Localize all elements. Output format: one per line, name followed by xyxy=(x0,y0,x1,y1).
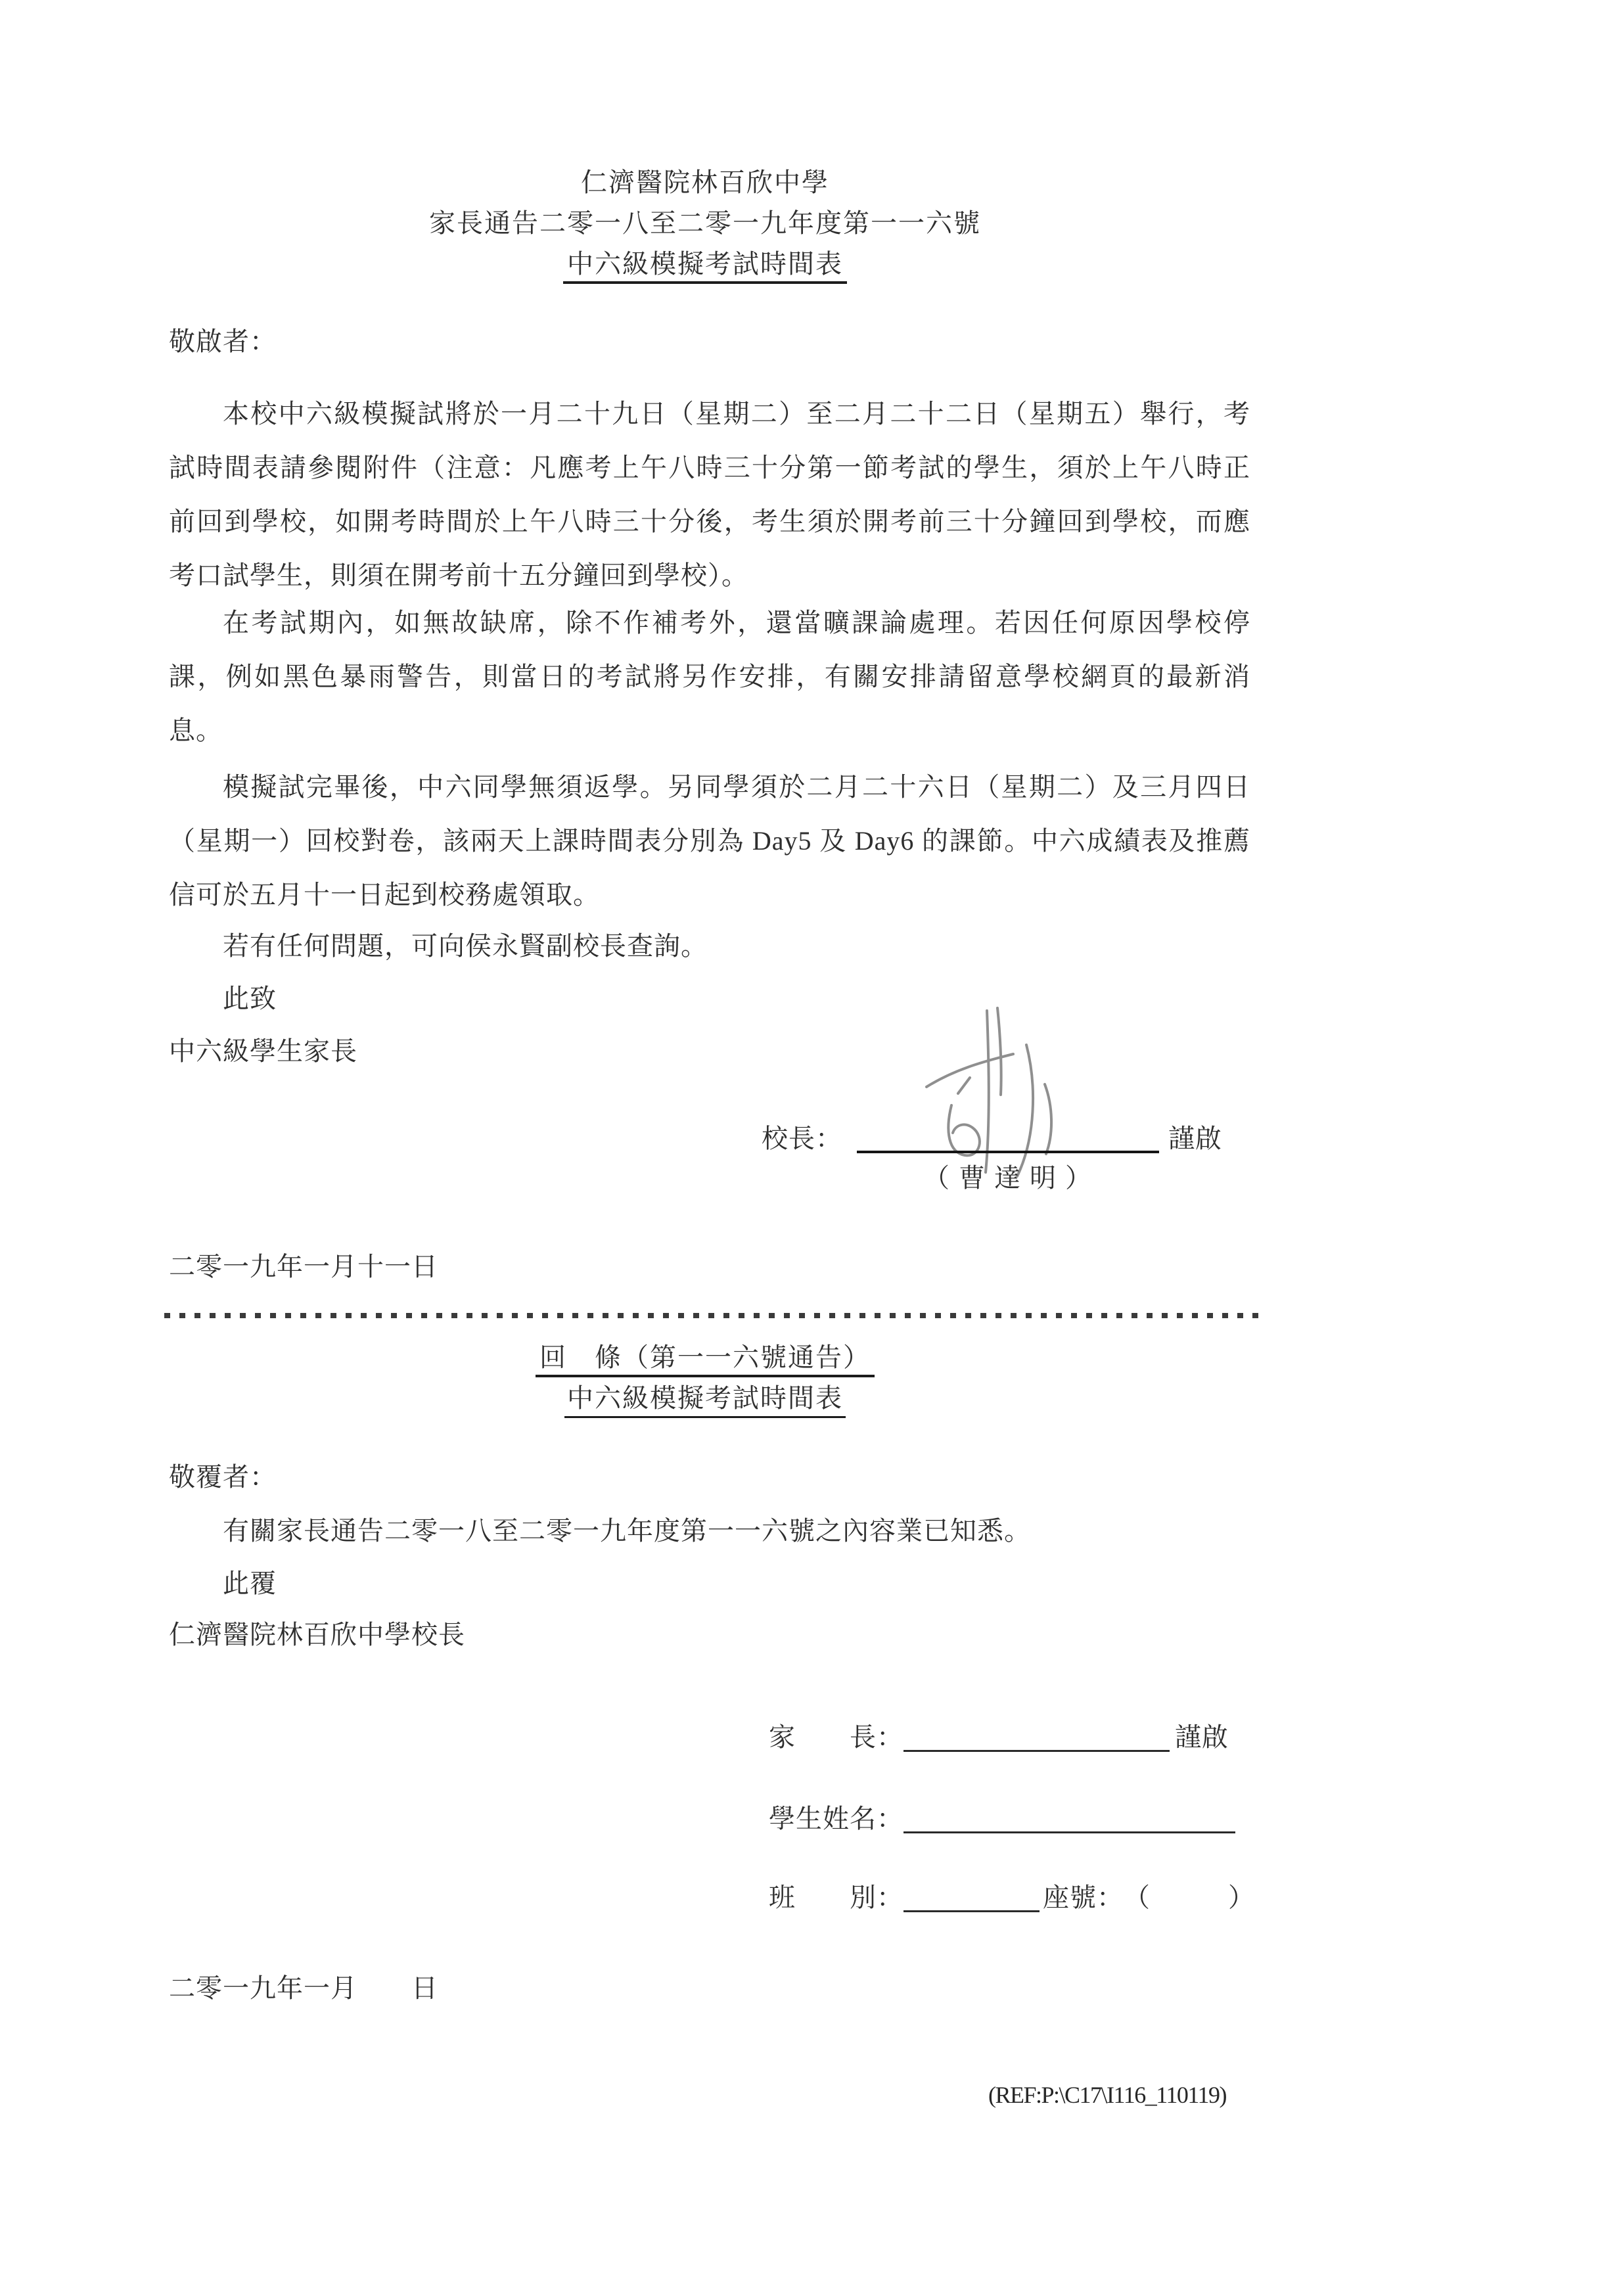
tear-off-divider xyxy=(164,1313,1258,1318)
addressee: 中六級學生家長 xyxy=(169,1036,357,1066)
school-name: 仁濟醫院林百欣中學 xyxy=(581,168,829,197)
principal-signature-row xyxy=(762,1123,1222,1153)
body-paragraph-2 xyxy=(169,596,1250,758)
paragraph-line: 息。 xyxy=(169,716,223,745)
paragraph-line: 前回到學校，如開考時間於上午八時三十分後，考生須於開考前三十分鐘回到學校，而應 xyxy=(169,507,1250,536)
student-name-row xyxy=(769,1803,1235,1833)
paragraph-line: 課，例如黑色暴雨警告，則當日的考試將另作安排，有關安排請留意學校網頁的最新消 xyxy=(169,662,1250,691)
principal-name: （曹達明） xyxy=(923,1163,1101,1193)
paragraph-line: 信可於五月十一日起到校務處領取。 xyxy=(169,880,600,909)
reply-closing: 此覆 xyxy=(223,1569,277,1598)
principal-signature-line xyxy=(857,1122,1159,1153)
reply-slip-subtitle: 中六級模擬考試時間表 xyxy=(564,1384,846,1418)
principal-signoff: 謹啟 xyxy=(1168,1124,1222,1153)
seat-open-bracket: （ xyxy=(1124,1883,1151,1912)
paragraph-line: 在考試期內，如無故缺席，除不作補考外，還當曠課論處理。若因任何原因學校停 xyxy=(223,608,1250,637)
letter-head xyxy=(164,162,1246,285)
student-name-line xyxy=(903,1802,1235,1833)
parent-signature-row xyxy=(769,1722,1229,1752)
notice-date: 二零一九年一月十一日 xyxy=(169,1252,438,1281)
notice-number: 家長通告二零一八至二零一九年度第一一六號 xyxy=(429,208,981,238)
parent-signature-line xyxy=(903,1721,1170,1752)
reply-acknowledgement: 有關家長通告二零一八至二零一九年度第一一六號之內容業已知悉。 xyxy=(223,1516,1031,1546)
body-paragraph-1 xyxy=(169,387,1250,603)
closing-line: 此致 xyxy=(223,984,277,1013)
reply-date: 二零一九年一月 日 xyxy=(169,1973,438,2003)
reply-addressee: 仁濟醫院林百欣中學校長 xyxy=(169,1620,465,1649)
file-ref: (REF:P:\C17\I116_110119) xyxy=(988,2082,1227,2108)
paragraph-line: 考口試學生，則須在開考前十五分鐘回到學校）。 xyxy=(169,561,748,590)
paragraph-line: （星期一）回校對卷，該兩天上課時間表分別為 Day5 及 Day6 的課節。中六成績表及推薦 xyxy=(169,826,1250,856)
salutation: 敬啟者： xyxy=(169,327,277,356)
paragraph-line: 模擬試完畢後，中六同學無須返學。另同學須於二月二十六日（星期二）及三月四日 xyxy=(223,772,1250,802)
reply-salutation: 敬覆者： xyxy=(169,1462,277,1492)
seat-label: 座號： xyxy=(1043,1883,1124,1912)
body-paragraph-3 xyxy=(169,760,1250,922)
class-seat-row xyxy=(769,1882,1255,1912)
principal-label: 校長： xyxy=(762,1124,842,1153)
paragraph-line: 本校中六級模擬試將於一月二十九日（星期二）至二月二十二日（星期五）舉行，考 xyxy=(223,399,1250,428)
enquiry-line: 若有任何問題，可向侯永賢副校長查詢。 xyxy=(223,931,708,961)
reply-slip-title: 回 條（第一一六號通告） xyxy=(536,1343,875,1377)
seat-close-bracket: ） xyxy=(1228,1883,1255,1912)
notice-subject: 中六級模擬考試時間表 xyxy=(563,250,847,284)
student-name-label: 學生姓名： xyxy=(769,1804,903,1833)
parent-label: 家 長： xyxy=(769,1722,903,1752)
paragraph-line: 試時間表請參閱附件（注意：凡應考上午八時三十分第一節考試的學生，須於上午八時正 xyxy=(169,453,1250,482)
class-line xyxy=(903,1881,1040,1912)
class-label: 班 別： xyxy=(769,1883,903,1912)
parent-signoff: 謹啟 xyxy=(1175,1722,1229,1752)
